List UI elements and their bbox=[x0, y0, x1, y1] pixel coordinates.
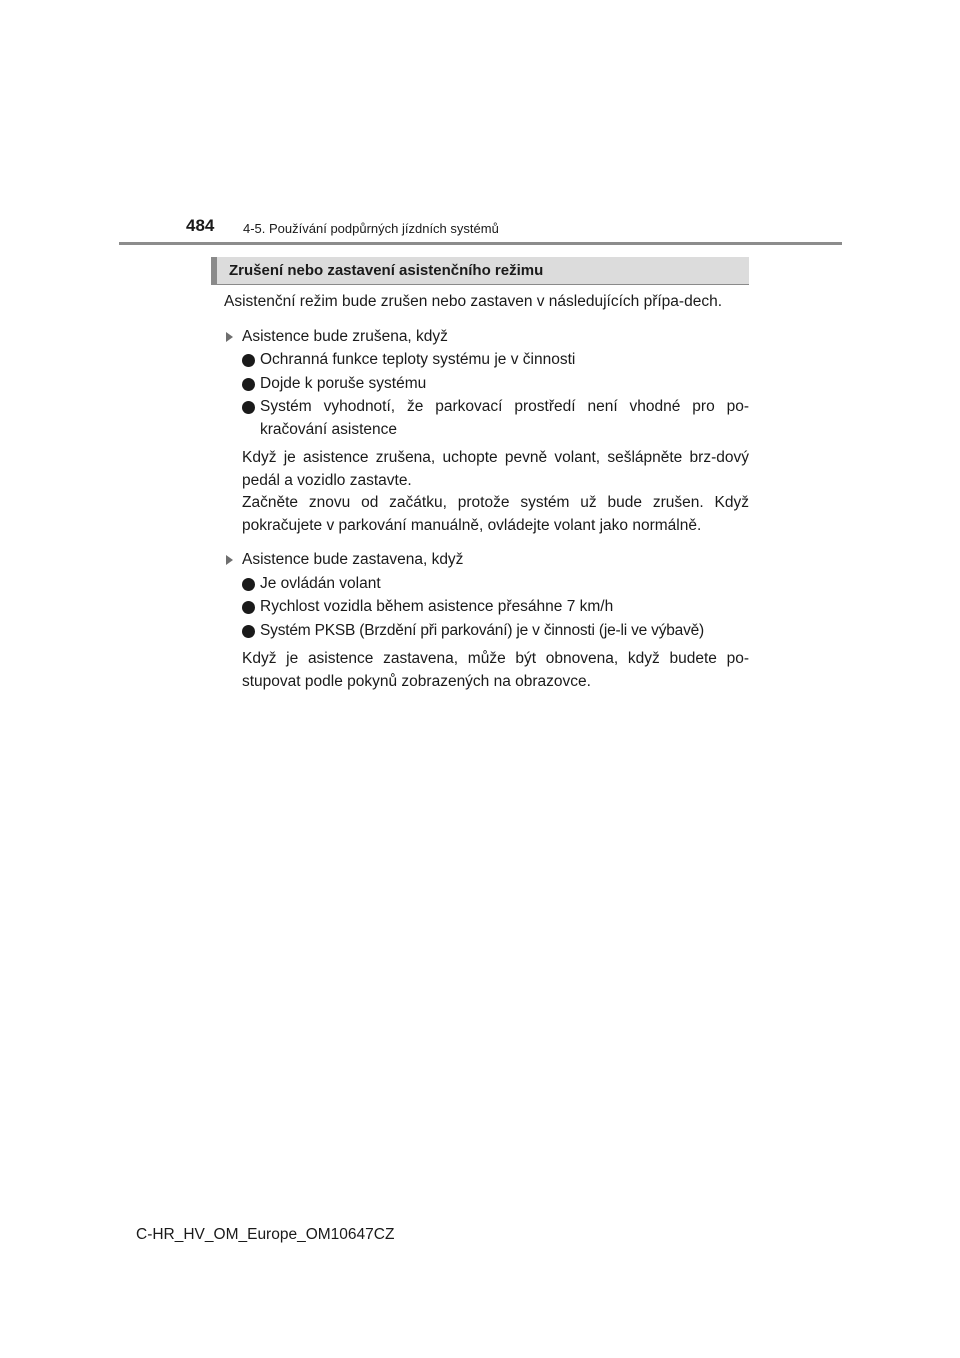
document-code: C-HR_HV_OM_Europe_OM10647CZ bbox=[136, 1226, 395, 1243]
subheading-cancel bbox=[224, 326, 749, 349]
bullet-dot-icon bbox=[242, 354, 255, 367]
list-item: Dojde k poruše systému bbox=[242, 373, 749, 396]
bullet-dot-icon bbox=[242, 378, 255, 391]
list-item: Ochranná funkce teploty systému je v činnosti bbox=[242, 349, 749, 372]
list-item: Systém PKSB (Brzdění při parkování) je v činnosti (je-li ve výbavě) bbox=[242, 620, 749, 643]
stop-note-1: Když je asistence zastavena, může být obnovena, když budete po-stupovat podle pokynů zobrazených na obrazovce. bbox=[242, 650, 749, 690]
list-item: Systém vyhodnotí, že parkovací prostředí není vhodné pro po-kračování asistence bbox=[242, 396, 749, 441]
stop-conditions-group bbox=[224, 549, 749, 693]
cancel-note-1: Když je asistence zrušena, uchopte pevně volant, sešlápněte brz-dový pedál a vozidlo zastavte. bbox=[242, 449, 749, 489]
stop-conditions-list bbox=[242, 573, 749, 643]
cancel-conditions-group bbox=[224, 326, 749, 538]
bullet-dot-icon bbox=[242, 625, 255, 638]
triangle-arrow-icon bbox=[226, 555, 233, 565]
cancel-conditions-list bbox=[242, 349, 749, 441]
bullet-dot-icon bbox=[242, 601, 255, 614]
bullet-dot-icon bbox=[242, 401, 255, 414]
triangle-arrow-icon bbox=[226, 332, 233, 342]
list-item: Je ovládán volant bbox=[242, 573, 749, 596]
cancel-note-2: Začněte znovu od začátku, protože systém už bude zrušen. Když pokračujete v parkování manuálně, ovládejte volant jako normálně. bbox=[242, 494, 749, 534]
list-item: Rychlost vozidla během asistence přesáhne 7 km/h bbox=[242, 596, 749, 619]
subheading-cancel-text: Asistence bude zrušena, když bbox=[242, 327, 448, 345]
bullet-dot-icon bbox=[242, 578, 255, 591]
subheading-stop bbox=[224, 549, 749, 572]
subheading-stop-text: Asistence bude zastavena, když bbox=[242, 551, 464, 568]
header-rule bbox=[119, 242, 842, 245]
section-title: Zrušení nebo zastavení asistenčního režimu bbox=[229, 262, 544, 279]
section-title-bar bbox=[211, 257, 749, 285]
section-content bbox=[224, 291, 749, 705]
intro-paragraph: Asistenční režim bude zrušen nebo zastaven v následujících přípa-dech. bbox=[224, 293, 722, 310]
page-number: 484 bbox=[186, 216, 215, 235]
chapter-title: 4-5. Používání podpůrných jízdních systémů bbox=[243, 221, 499, 236]
